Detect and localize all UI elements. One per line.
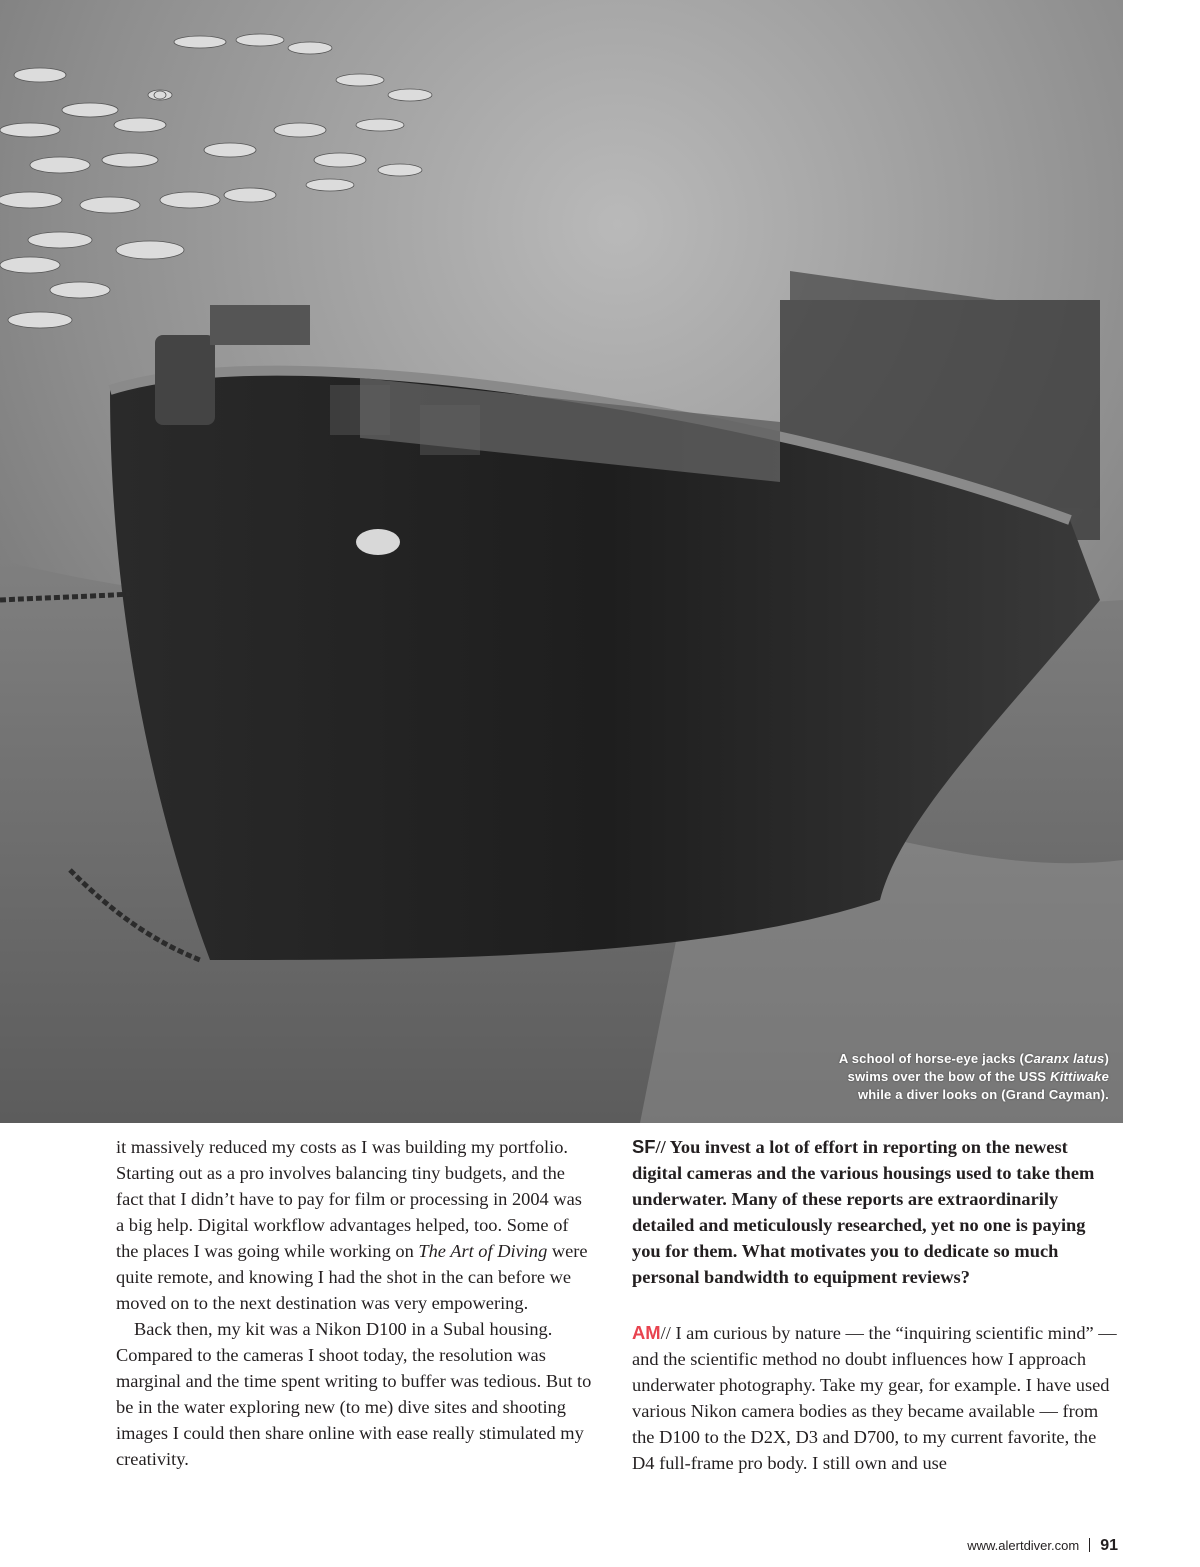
caption-line1-post: ) <box>1104 1051 1109 1066</box>
porthole <box>356 529 400 555</box>
book-title: The Art of Diving <box>418 1241 548 1261</box>
question-text: You invest a lot of effort in reporting on the newest digital cameras and the various housings used to take them underwater. Many of these reports are extraordinarily detailed and meticulously researched, yet no one is paying you for them. What motivates you to dedicate so much personal bandwidth to equipment reviews? <box>632 1137 1095 1287</box>
caption-line1-pre: A school of horse-eye jacks ( <box>838 1051 1025 1066</box>
caption-ship-name: Kittiwake <box>1050 1069 1109 1084</box>
footer-url: www.alertdiver.com <box>967 1538 1080 1553</box>
answer-tag: AM <box>632 1322 661 1343</box>
question-tag: SF <box>632 1136 656 1157</box>
answer-text: I am curious by nature — the “inquiring scientific mind” — and the scientific method no doubt influences how I approach underwater photography. Take my gear, for example. I have used various Nikon camera bodies as they became available — from the D100 to the D2X, D3 and D700, to my current favorite, the D4 full-frame pro body. I still own and use <box>632 1323 1117 1473</box>
caption-species: Caranx latus <box>1024 1051 1105 1066</box>
bollard <box>155 335 215 425</box>
left-paragraph-2: Back then, my kit was a Nikon D100 in a Subal housing. Compared to the cameras I shoot today, the resolution was marginal and the time spent writing to buffer was tedious. But to be in the water exploring new (to me) dive sites and shooting images I could then share online with ease really stimulated my creativity. <box>116 1319 592 1469</box>
page-footer <box>967 1537 1118 1555</box>
left-column <box>116 1134 592 1472</box>
left-paragraph-1-text: it massively reduced my costs as I was building my portfolio. Starting out as a pro involves balancing tiny budgets, and the fact that I didn’t have to pay for film or processing in 2004 was a big help. Digital workflow advantages helped, too. Some of the places I was going while working on <box>116 1137 582 1261</box>
caption-line2-pre: swims over the bow of the USS <box>847 1069 1051 1084</box>
interview-answer <box>632 1320 1118 1476</box>
footer-divider <box>1089 1538 1090 1552</box>
caption-line3: while a diver looks on (Grand Cayman). <box>857 1087 1109 1102</box>
photo-caption <box>689 1050 1109 1104</box>
right-column <box>632 1134 1118 1476</box>
interview-question <box>632 1134 1118 1290</box>
left-paragraph-1 <box>116 1134 592 1316</box>
left-paragraph-1-text-end: were quite remote, and knowing I had the shot in the can before we moved on to the next destination was very empowering. <box>116 1241 588 1313</box>
answer-slashes: // <box>660 1323 671 1343</box>
question-slashes: // <box>655 1137 666 1157</box>
page-number: 91 <box>1100 1537 1118 1554</box>
